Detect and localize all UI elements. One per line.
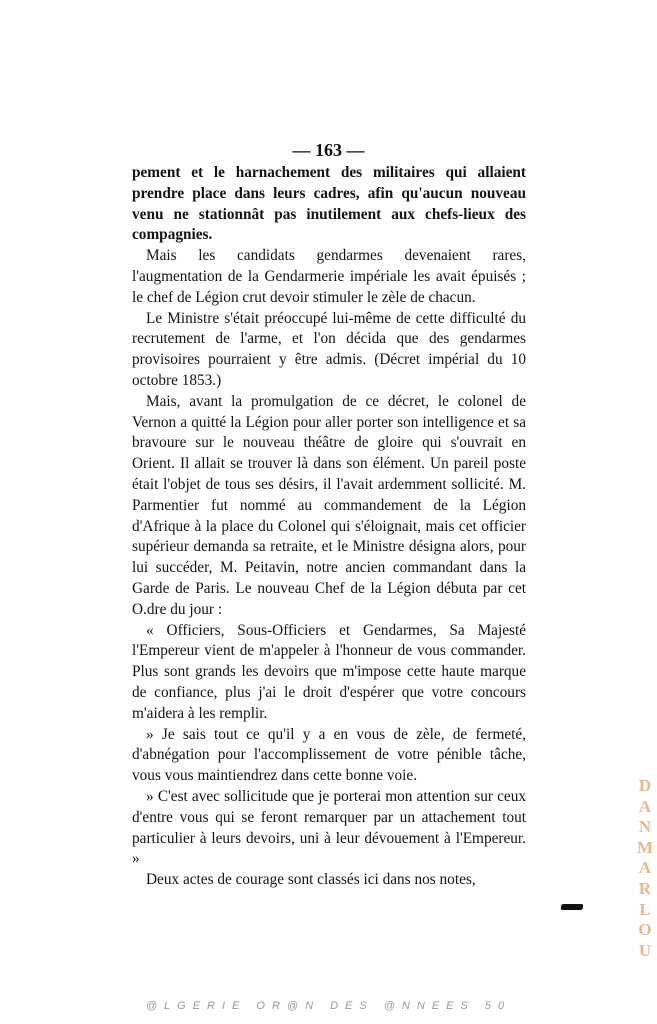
paragraph: Le Ministre s'était préoccupé lui-même de cette difficulté du recrutement de l'arme, et l'on décida que des gendarmes provisoires pourraient y être admis. (Décret impérial du 10 octobre 1853.) xyxy=(132,309,526,389)
paragraph: Deux actes de courage sont classés ici dans nos notes, xyxy=(146,871,476,889)
footer-caption: @LGERIE OR@N DES @NNEES 50 xyxy=(145,1000,512,1012)
paragraph: Mais les candidats gendarmes devenaient rares, l'augmentation de la Gendarmerie impériale les avait épuisés ; le chef de Légion crut devoir stimuler le zèle de chacun. xyxy=(132,247,526,306)
margin-ink-mark xyxy=(560,904,583,910)
watermark-vertical: DANMARLOU xyxy=(636,776,654,960)
paragraph: pement et le harnachement des militaires qui allaient prendre place dans leurs cadres, afin qu'aucun nouveau venu ne stationnât pas inutilement aux chefs-lieux des compagnies. xyxy=(132,164,526,244)
paragraph: « Officiers, Sous-Officiers et Gendarmes, Sa Majesté l'Empereur vient de m'appeler à l'honneur de vous commander. Plus sont grands les devoirs que m'impose cette haute marque de confiance, plus j'ai le droit d'espérer que votre concours m'aidera à les remplir. xyxy=(132,621,526,722)
page-number: — 163 — xyxy=(292,140,365,160)
paragraph: » C'est avec sollicitude que je porterai mon attention sur ceux d'entre vous qui se feront remarquer par un attachement tout particulier à leurs devoirs, uni à leur dévouement à l'Empereur. » xyxy=(132,787,526,868)
paragraph: » Je sais tout ce qu'il y a en vous de zèle, de fermeté, d'abnégation pour l'accomplissement de votre pénible tâche, vous vous maintiendrez dans cette bonne voie. xyxy=(132,725,526,785)
body-text xyxy=(132,163,526,891)
paragraph: Mais, avant la promulgation de ce décret, le colonel de Vernon a quitté la Légion pour aller porter son intelligence et sa bravoure sur le nouveau théâtre de gloire qui s'ouvrait en Orient. Il allait se trouver là dans son élément. Un pareil poste était l'objet de tous ses désirs, il l'avait ardemment sollicité. M. Parmentier fut nommé au commandement de la Légion d'Afrique à la place du Colonel qui s'éloignait, mais cet officier supérieur demanda sa retraite, et le Ministre désigna alors, pour lui succéder, M. Peitavin, notre ancien commandant dans la Garde de Paris. Le nouveau Chef de la Légion débuta par cet O.dre du jour : xyxy=(132,392,526,618)
